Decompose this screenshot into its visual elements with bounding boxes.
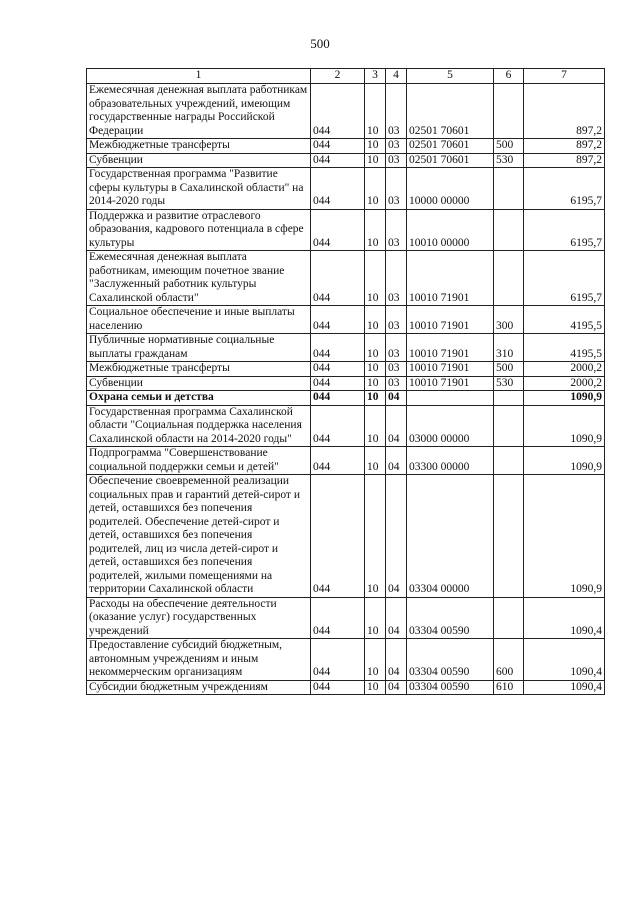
row-subsection-code: 04 <box>386 680 407 695</box>
row-expense-type <box>494 168 524 210</box>
row-name: Охрана семьи и детства <box>87 391 311 406</box>
row-expense-type <box>494 447 524 475</box>
table-row <box>87 168 605 210</box>
header-col-5: 5 <box>407 69 494 84</box>
table-row <box>87 475 605 598</box>
row-amount: 1090,9 <box>524 447 605 475</box>
table-row <box>87 209 605 251</box>
row-subsection-code: 03 <box>386 168 407 210</box>
table-row <box>87 447 605 475</box>
row-expense-type: 310 <box>494 334 524 362</box>
row-expense-type: 530 <box>494 153 524 168</box>
row-section-code: 10 <box>365 405 386 447</box>
header-row <box>87 69 605 84</box>
table-body <box>87 84 605 695</box>
row-subsection-code: 03 <box>386 209 407 251</box>
row-expense-type <box>494 475 524 598</box>
row-expense-type: 500 <box>494 362 524 377</box>
row-amount: 6195,7 <box>524 168 605 210</box>
row-subsection-code: 04 <box>386 475 407 598</box>
table-row <box>87 639 605 681</box>
row-section-code: 10 <box>365 209 386 251</box>
row-target-code: 03300 00000 <box>407 447 494 475</box>
row-ministry-code: 044 <box>311 306 365 334</box>
row-section-code: 10 <box>365 391 386 406</box>
row-name: Публичные нормативные социальные выплаты гражданам <box>87 334 311 362</box>
table-row <box>87 306 605 334</box>
row-amount: 897,2 <box>524 139 605 154</box>
row-subsection-code: 03 <box>386 84 407 139</box>
row-expense-type <box>494 405 524 447</box>
row-section-code: 10 <box>365 597 386 639</box>
row-ministry-code: 044 <box>311 597 365 639</box>
row-name: Межбюджетные трансферты <box>87 362 311 377</box>
row-amount: 2000,2 <box>524 362 605 377</box>
row-subsection-code: 04 <box>386 447 407 475</box>
row-ministry-code: 044 <box>311 251 365 306</box>
row-target-code: 10010 71901 <box>407 306 494 334</box>
row-target-code: 03304 00590 <box>407 680 494 695</box>
row-section-code: 10 <box>365 639 386 681</box>
row-section-code: 10 <box>365 475 386 598</box>
row-target-code: 10010 71901 <box>407 334 494 362</box>
row-section-code: 10 <box>365 168 386 210</box>
row-name: Поддержка и развитие отраслевого образования, кадрового потенциала в сфере культуры <box>87 209 311 251</box>
row-expense-type <box>494 597 524 639</box>
header-col-1: 1 <box>87 69 311 84</box>
row-target-code: 10010 71901 <box>407 251 494 306</box>
row-name: Подпрограмма "Совершенствование социальной поддержки семьи и детей" <box>87 447 311 475</box>
row-target-code: 03304 00000 <box>407 475 494 598</box>
row-target-code: 02501 70601 <box>407 84 494 139</box>
row-ministry-code: 044 <box>311 405 365 447</box>
header-col-4: 4 <box>386 69 407 84</box>
row-ministry-code: 044 <box>311 334 365 362</box>
row-expense-type: 530 <box>494 376 524 391</box>
table-row <box>87 362 605 377</box>
row-target-code: 10010 71901 <box>407 376 494 391</box>
row-amount: 1090,4 <box>524 597 605 639</box>
row-target-code: 10010 71901 <box>407 362 494 377</box>
row-section-code: 10 <box>365 680 386 695</box>
row-ministry-code: 044 <box>311 139 365 154</box>
row-amount: 1090,4 <box>524 639 605 681</box>
row-amount: 897,2 <box>524 153 605 168</box>
row-ministry-code: 044 <box>311 680 365 695</box>
table-row <box>87 405 605 447</box>
table-row <box>87 680 605 695</box>
table-row <box>87 376 605 391</box>
row-expense-type: 610 <box>494 680 524 695</box>
row-amount: 1090,9 <box>524 391 605 406</box>
budget-table <box>86 68 605 695</box>
row-ministry-code: 044 <box>311 362 365 377</box>
row-target-code: 03304 00590 <box>407 639 494 681</box>
row-expense-type <box>494 251 524 306</box>
row-section-code: 10 <box>365 362 386 377</box>
header-col-6: 6 <box>494 69 524 84</box>
row-ministry-code: 044 <box>311 209 365 251</box>
row-expense-type: 500 <box>494 139 524 154</box>
row-ministry-code: 044 <box>311 376 365 391</box>
row-amount: 1090,9 <box>524 475 605 598</box>
row-section-code: 10 <box>365 153 386 168</box>
row-ministry-code: 044 <box>311 168 365 210</box>
row-subsection-code: 03 <box>386 153 407 168</box>
table-row <box>87 251 605 306</box>
table-row <box>87 334 605 362</box>
row-amount: 897,2 <box>524 84 605 139</box>
row-name: Расходы на обеспечение деятельности (оказание услуг) государственных учреждений <box>87 597 311 639</box>
row-target-code: 10010 00000 <box>407 209 494 251</box>
table-row <box>87 597 605 639</box>
row-section-code: 10 <box>365 334 386 362</box>
row-expense-type: 300 <box>494 306 524 334</box>
row-section-code: 10 <box>365 447 386 475</box>
row-subsection-code: 04 <box>386 405 407 447</box>
row-section-code: 10 <box>365 251 386 306</box>
row-section-code: 10 <box>365 84 386 139</box>
row-name: Субсидии бюджетным учреждениям <box>87 680 311 695</box>
row-ministry-code: 044 <box>311 84 365 139</box>
row-section-code: 10 <box>365 139 386 154</box>
row-expense-type <box>494 391 524 406</box>
row-target-code <box>407 391 494 406</box>
row-amount: 6195,7 <box>524 251 605 306</box>
row-name: Государственная программа Сахалинской области "Социальная поддержка населения Сахалинской области на 2014-2020 годы" <box>87 405 311 447</box>
row-subsection-code: 03 <box>386 376 407 391</box>
page-number: 500 <box>310 36 330 51</box>
row-target-code: 03304 00590 <box>407 597 494 639</box>
row-subsection-code: 04 <box>386 391 407 406</box>
row-ministry-code: 044 <box>311 639 365 681</box>
row-amount: 1090,9 <box>524 405 605 447</box>
row-amount: 2000,2 <box>524 376 605 391</box>
row-ministry-code: 044 <box>311 391 365 406</box>
row-expense-type <box>494 209 524 251</box>
row-ministry-code: 044 <box>311 447 365 475</box>
row-name: Субвенции <box>87 376 311 391</box>
row-name: Ежемесячная денежная выплата работникам, имеющим почетное звание "Заслуженный работник культуры Сахалинской области" <box>87 251 311 306</box>
table-row <box>87 84 605 139</box>
table-row <box>87 139 605 154</box>
row-subsection-code: 04 <box>386 639 407 681</box>
row-name: Ежемесячная денежная выплата работникам образовательных учреждений, имеющим государственные награды Российской Федерации <box>87 84 311 139</box>
row-name: Обеспечение своевременной реализации социальных прав и гарантий детей-сирот и детей, оставшихся без попечения родителей. Обеспечение детей-сирот и детей, оставшихся без попечения родителей, лиц из числа детей-сирот и детей, оставшихся без попечения родителей, жилыми помещениями на территории Сахалинской области <box>87 475 311 598</box>
row-name: Государственная программа "Развитие сферы культуры в Сахалинской области" на 2014-2020 годы <box>87 168 311 210</box>
row-subsection-code: 03 <box>386 139 407 154</box>
row-section-code: 10 <box>365 376 386 391</box>
row-target-code: 10000 00000 <box>407 168 494 210</box>
row-subsection-code: 04 <box>386 597 407 639</box>
row-subsection-code: 03 <box>386 362 407 377</box>
row-amount: 1090,4 <box>524 680 605 695</box>
row-target-code: 03000 00000 <box>407 405 494 447</box>
row-target-code: 02501 70601 <box>407 153 494 168</box>
row-name: Субвенции <box>87 153 311 168</box>
row-amount: 6195,7 <box>524 209 605 251</box>
table-row <box>87 153 605 168</box>
header-col-7: 7 <box>524 69 605 84</box>
row-ministry-code: 044 <box>311 475 365 598</box>
row-name: Межбюджетные трансферты <box>87 139 311 154</box>
header-col-2: 2 <box>311 69 365 84</box>
row-subsection-code: 03 <box>386 251 407 306</box>
row-ministry-code: 044 <box>311 153 365 168</box>
row-name: Предоставление субсидий бюджетным, автономным учреждениям и иным некоммерческим организациям <box>87 639 311 681</box>
row-expense-type: 600 <box>494 639 524 681</box>
row-amount: 4195,5 <box>524 306 605 334</box>
row-name: Социальное обеспечение и иные выплаты населению <box>87 306 311 334</box>
row-subsection-code: 03 <box>386 306 407 334</box>
header-col-3: 3 <box>365 69 386 84</box>
row-amount: 4195,5 <box>524 334 605 362</box>
row-subsection-code: 03 <box>386 334 407 362</box>
row-section-code: 10 <box>365 306 386 334</box>
row-expense-type <box>494 84 524 139</box>
row-target-code: 02501 70601 <box>407 139 494 154</box>
table-row <box>87 391 605 406</box>
